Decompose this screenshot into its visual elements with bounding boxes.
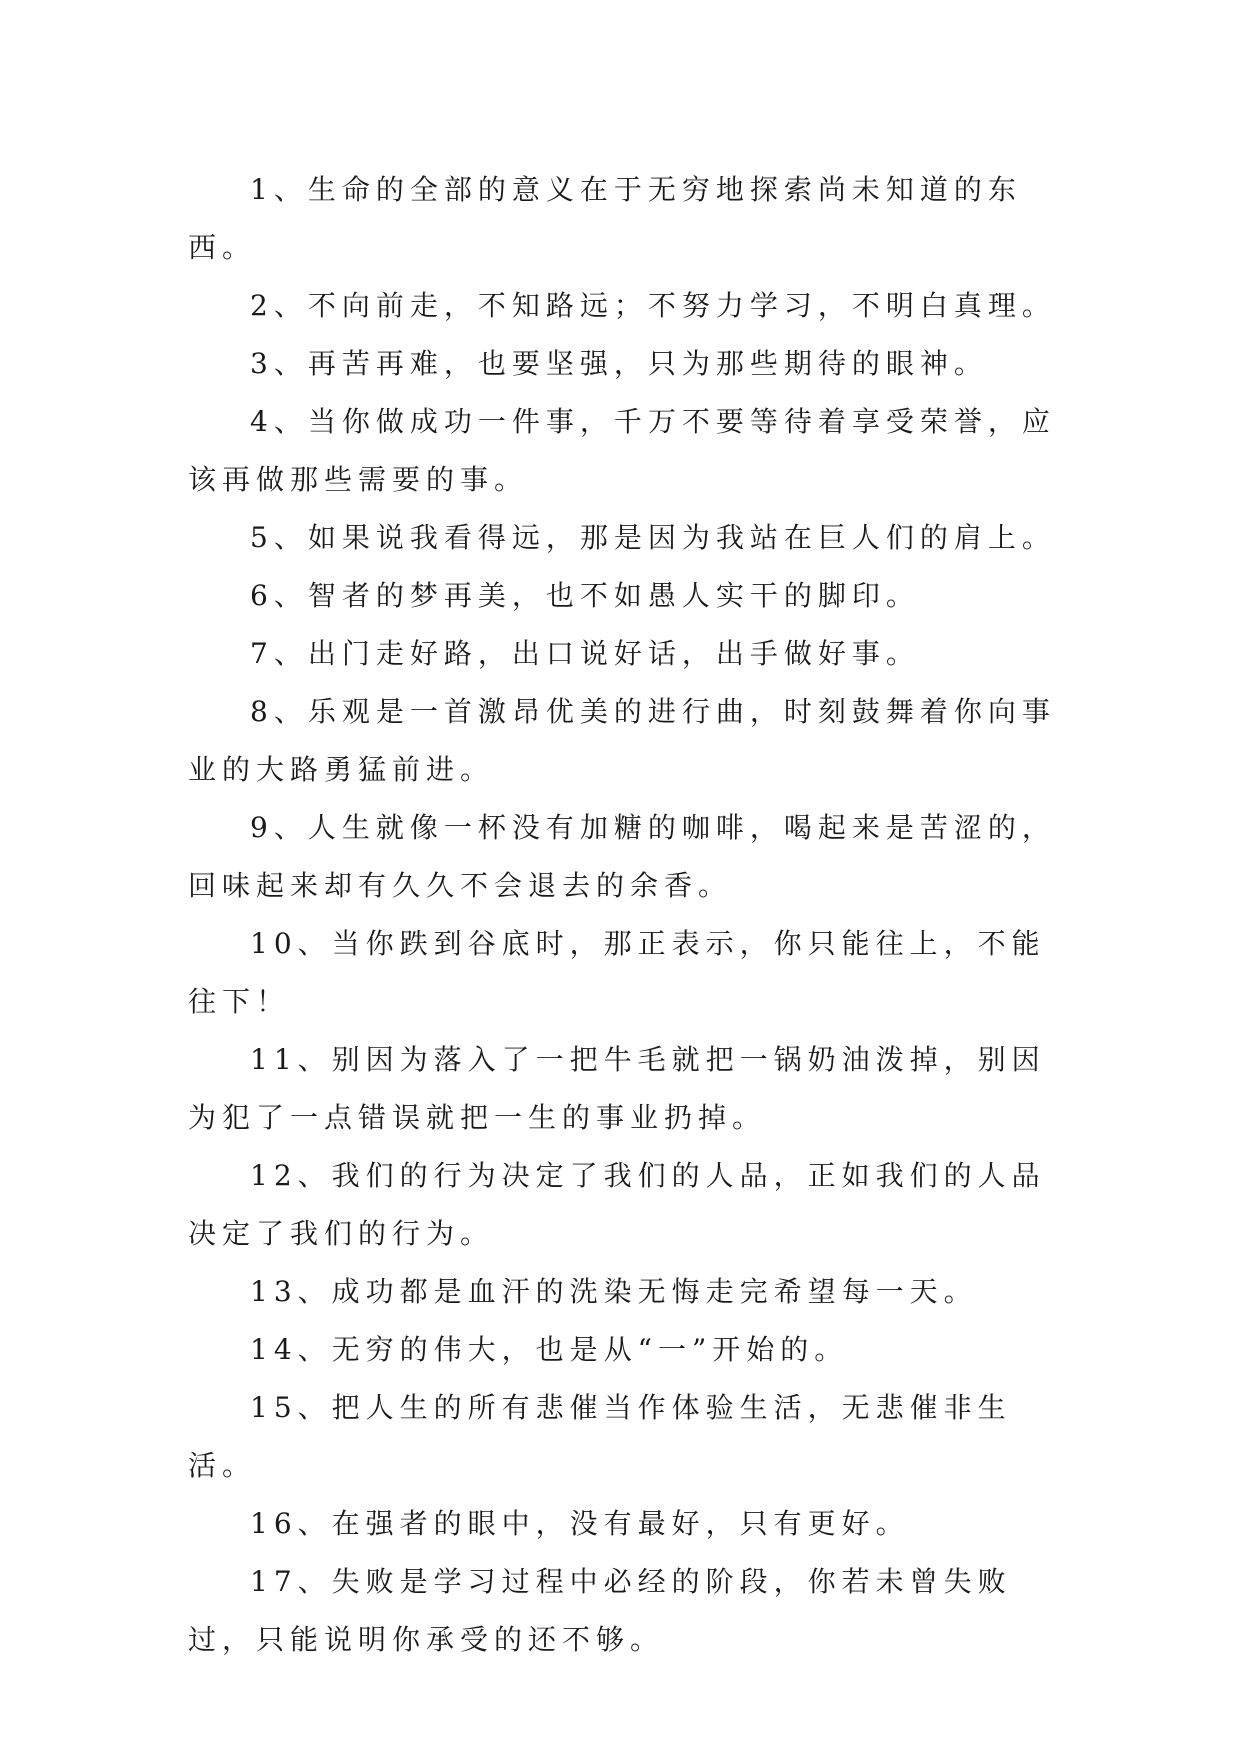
quote-paragraph: 3、再苦再难，也要坚强，只为那些期待的眼神。: [250, 347, 988, 380]
quote-paragraph: 11、别因为落入了一把牛毛就把一锅奶油泼掉，别因为犯了一点错误就把一生的事业扔掉。: [188, 1043, 1046, 1134]
quote-paragraph: 5、如果说我看得远，那是因为我站在巨人们的肩上。: [250, 521, 1056, 554]
quote-paragraph: 16、在强者的眼中，没有最好，只有更好。: [250, 1507, 910, 1540]
document-body: [188, 161, 1058, 1669]
quote-paragraph: 17、失败是学习过程中必经的阶段，你若未曾失败过，只能说明你承受的还不够。: [188, 1565, 1012, 1656]
quote-paragraph: 14、无穷的伟大，也是从“一”开始的。: [250, 1333, 849, 1366]
quote-paragraph: 6、智者的梦再美，也不如愚人实干的脚印。: [250, 579, 920, 612]
quote-paragraph: 7、出门走好路，出口说好话，出手做好事。: [250, 637, 920, 670]
quote-paragraph: 13、成功都是血汗的洗染无悔走完希望每一天。: [250, 1275, 978, 1308]
quote-paragraph: 1、生命的全部的意义在于无穷地探索尚未知道的东西。: [188, 173, 1022, 264]
quote-paragraph: 4、当你做成功一件事，千万不要等待着享受荣誉，应该再做那些需要的事。: [188, 405, 1056, 496]
quote-paragraph: 12、我们的行为决定了我们的人品，正如我们的人品决定了我们的行为。: [188, 1159, 1046, 1250]
quote-paragraph: 10、当你跌到谷底时，那正表示，你只能往上，不能往下！: [188, 927, 1046, 1018]
quote-paragraph: 15、把人生的所有悲催当作体验生活，无悲催非生活。: [188, 1391, 1012, 1482]
quote-paragraph: 9、人生就像一杯没有加糖的咖啡，喝起来是苦涩的，回味起来却有久久不会退去的余香。: [188, 811, 1056, 902]
quote-paragraph: 8、乐观是一首激昂优美的进行曲，时刻鼓舞着你向事业的大路勇猛前进。: [188, 695, 1056, 786]
quote-paragraph: 2、不向前走，不知路远；不努力学习，不明白真理。: [250, 289, 1056, 322]
